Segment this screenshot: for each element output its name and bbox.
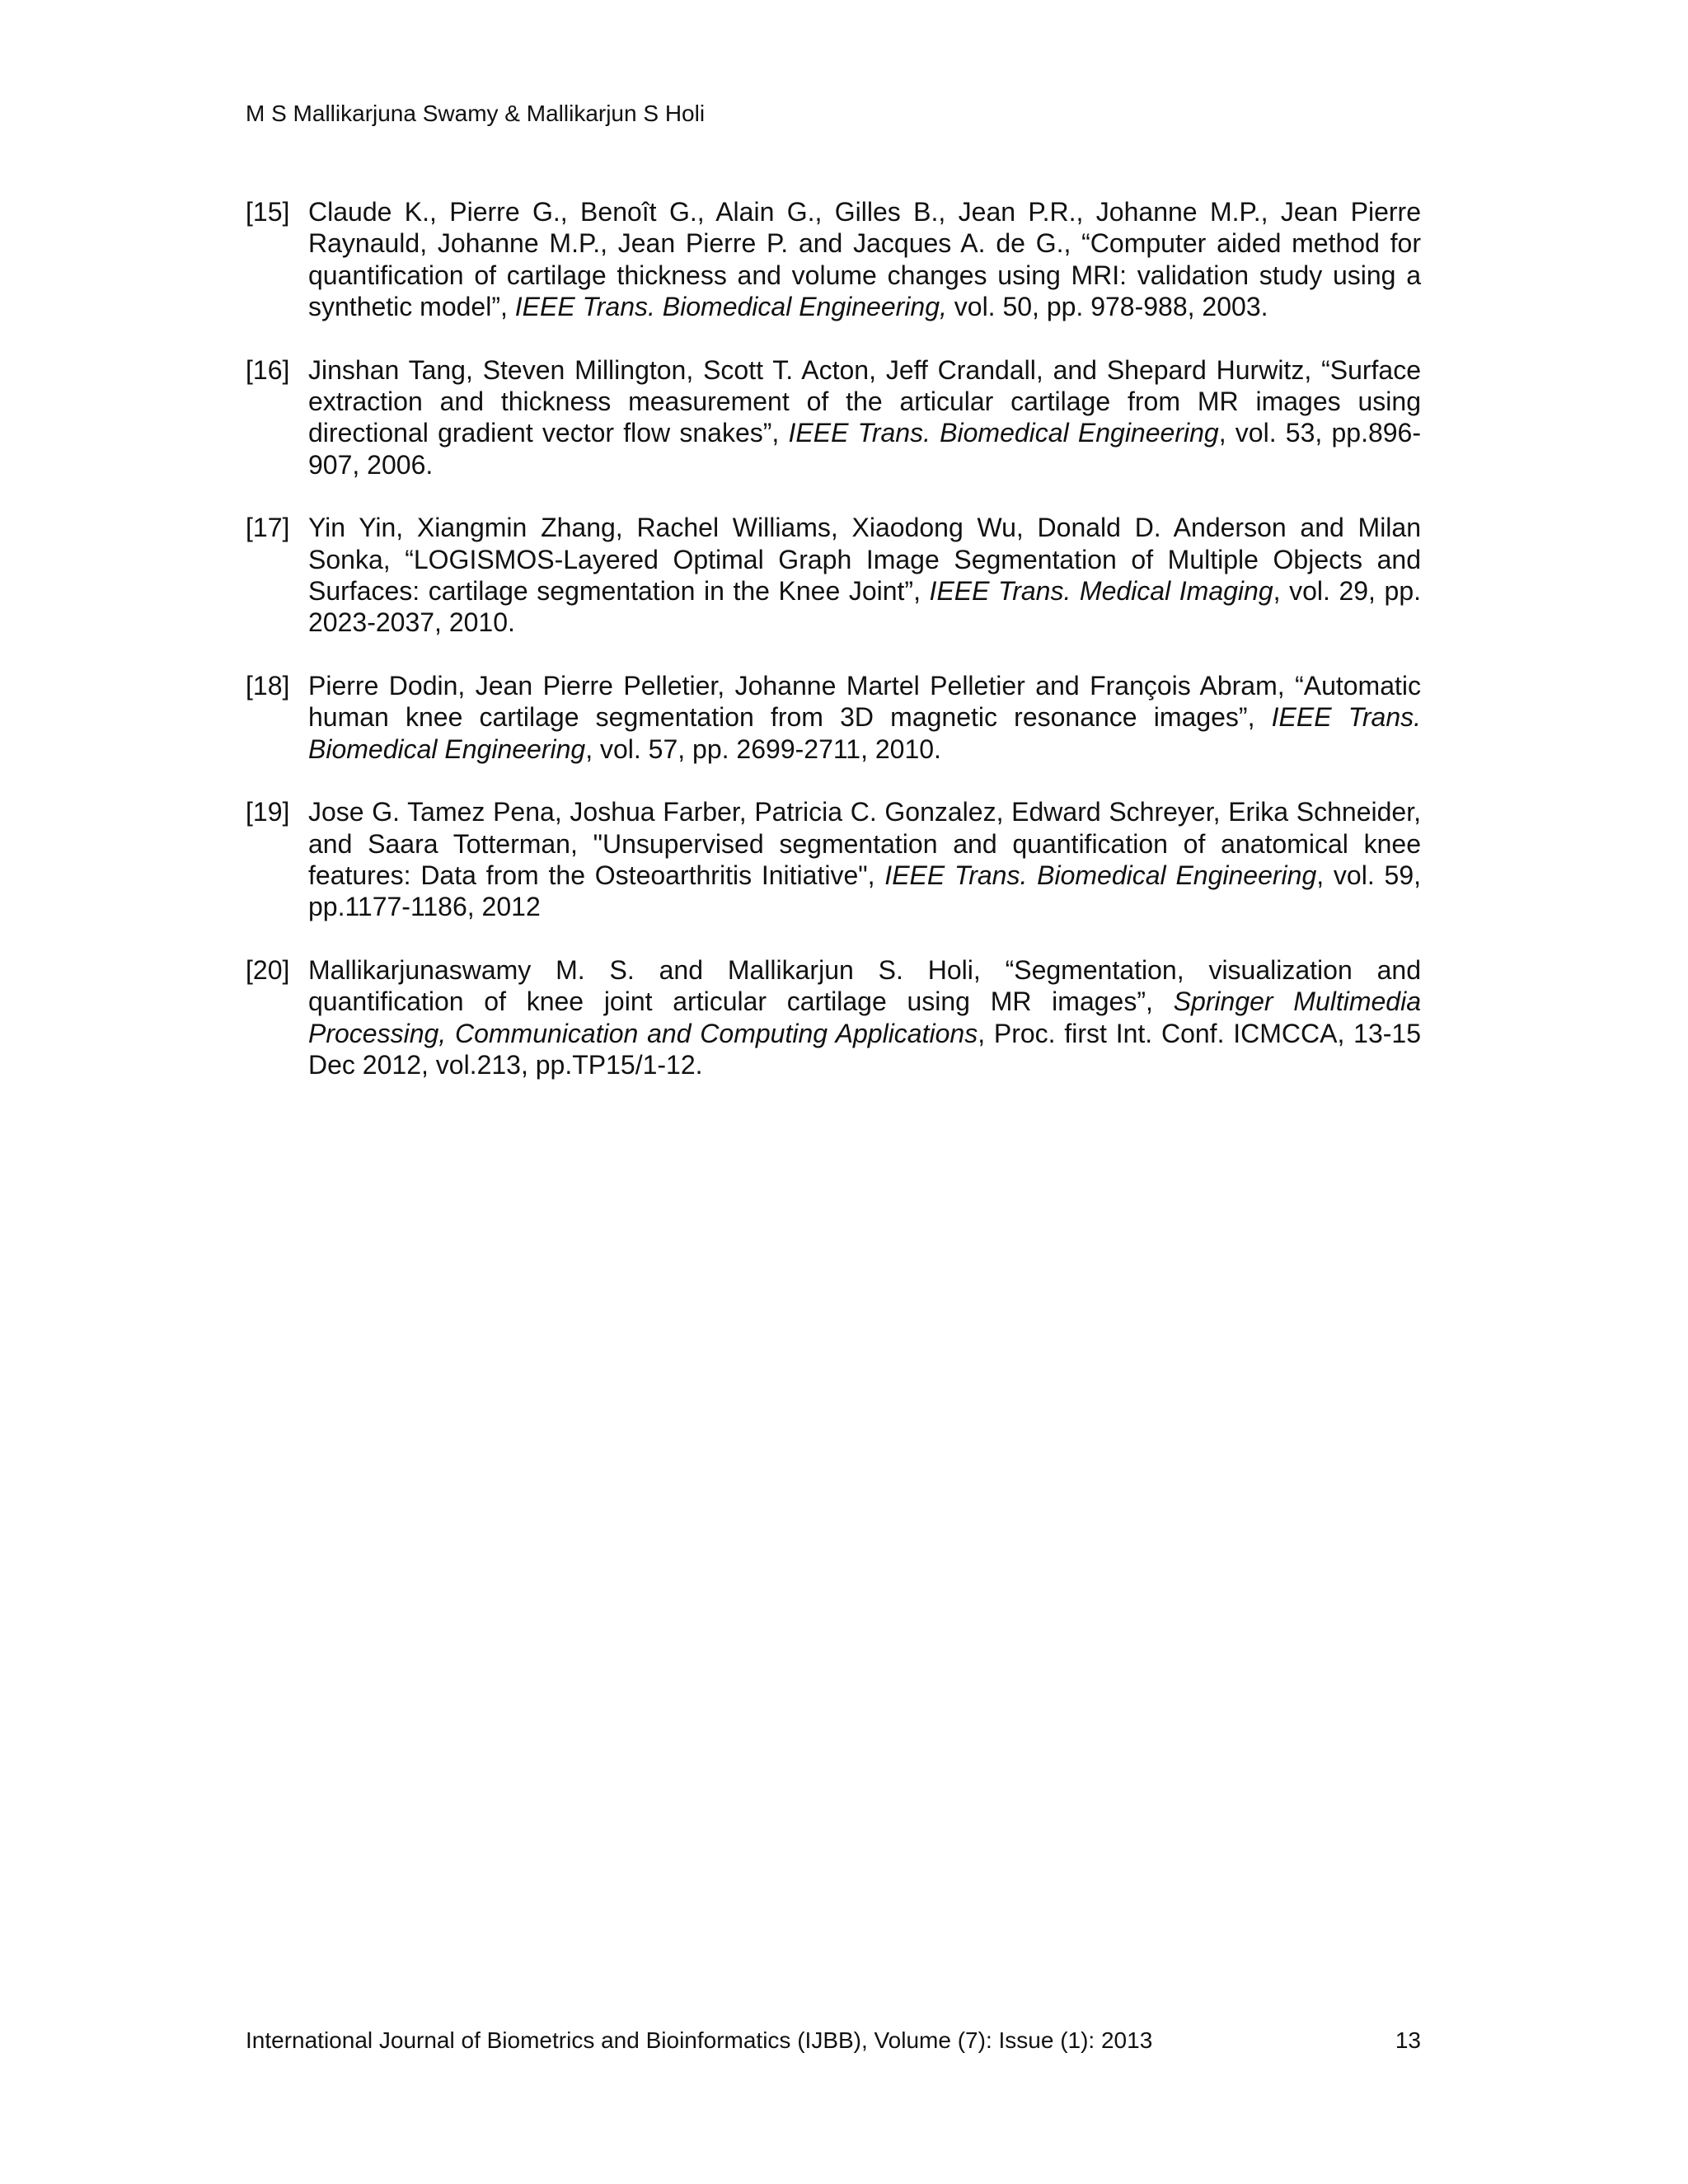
reference-details: vol. 50, pp. 978-988, 2003. [946, 292, 1268, 322]
reference-number: [15] [246, 197, 290, 227]
reference-item [246, 796, 1421, 923]
reference-venue: Springer Multimedia Processing, Communication and Computing Applications [308, 987, 1422, 1048]
reference-details: , vol. 57, pp. 2699-2711, 2010. [585, 733, 941, 764]
reference-text [308, 796, 1421, 923]
reference-authors-title: Claude K., Pierre G., Benoît G., Alain G., Gilles B., Jean P.R., Johanne M.P., Jean Pierre Raynauld, Johanne M.P., Jean Pierre P. and Jacques A. de G., “Computer aided method for quantification of cartilage thickness and volume changes using MRI: validation study using a synthetic model”, [308, 197, 1421, 322]
reference-authors-title: Jose G. Tamez Pena, Joshua Farber, Patricia C. Gonzalez, Edward Schreyer, Erika Schneider, and Saara Totterman, "Unsupervised segmentation and quantification of anatomical knee features: Data from the Osteoarthritis Initiative", [308, 797, 1421, 890]
reference-details: , vol. 59, pp.1177-1186, 2012 [308, 860, 1421, 922]
reference-item [246, 354, 1421, 481]
reference-details: , vol. 53, pp.896-907, 2006. [308, 418, 1422, 480]
reference-item [246, 196, 1421, 323]
reference-venue: IEEE Trans. Biomedical Engineering [884, 860, 1317, 890]
reference-details: , vol. 29, pp. 2023-2037, 2010. [308, 576, 1422, 638]
reference-number: [20] [246, 954, 290, 985]
reference-text [308, 954, 1421, 1081]
reference-number: [17] [246, 513, 290, 543]
reference-details: , Proc. first Int. Conf. ICMCCA, 13-15 Dec 2012, vol.213, pp.TP15/1-12. [308, 1018, 1421, 1080]
reference-venue: IEEE Trans. Biomedical Engineering [788, 418, 1219, 448]
page-number: 13 [1395, 2027, 1421, 2053]
page-footer [246, 2024, 1421, 2057]
reference-item [246, 512, 1421, 639]
reference-authors-title: Jinshan Tang, Steven Millington, Scott T. Acton, Jeff Crandall, and Shepard Hurwitz, “Surface extraction and thickness measurement of the articular cartilage from MR images using directional gradient vector flow snakes”, [308, 354, 1421, 448]
reference-number: [19] [246, 797, 290, 827]
reference-authors-title: Pierre Dodin, Jean Pierre Pelletier, Johanne Martel Pelletier and François Abram, “Automatic human knee cartilage segmentation from 3D magnetic resonance images”, [308, 670, 1421, 733]
reference-text [308, 670, 1421, 765]
reference-venue: IEEE Trans. Biomedical Engineering [308, 702, 1421, 764]
reference-item [246, 670, 1421, 765]
reference-number: [18] [246, 670, 290, 701]
reference-item [246, 954, 1421, 1081]
reference-authors-title: Mallikarjunaswamy M. S. and Mallikarjun S. Holi, “Segmentation, visualization and quantification of knee joint articular cartilage using MR images”, [308, 954, 1421, 1017]
running-header: M S Mallikarjuna Swamy & Mallikarjun S Holi [246, 101, 706, 126]
journal-citation: International Journal of Biometrics and Bioinformatics (IJBB), Volume (7): Issue (1): 2013 [246, 2027, 1153, 2053]
reference-text [308, 512, 1421, 639]
reference-authors-title: Yin Yin, Xiangmin Zhang, Rachel Williams, Xiaodong Wu, Donald D. Anderson and Milan Sonka, “LOGISMOS-Layered Optimal Graph Image Segmentation of Multiple Objects and Surfaces: cartilage segmentation in the Knee Joint”, [308, 513, 1421, 607]
reference-list [246, 196, 1421, 1112]
reference-text [308, 196, 1421, 323]
reference-number: [16] [246, 354, 290, 385]
reference-text [308, 354, 1421, 481]
reference-venue: IEEE Trans. Medical Imaging [929, 576, 1273, 607]
reference-venue: IEEE Trans. Biomedical Engineering, [514, 292, 947, 322]
